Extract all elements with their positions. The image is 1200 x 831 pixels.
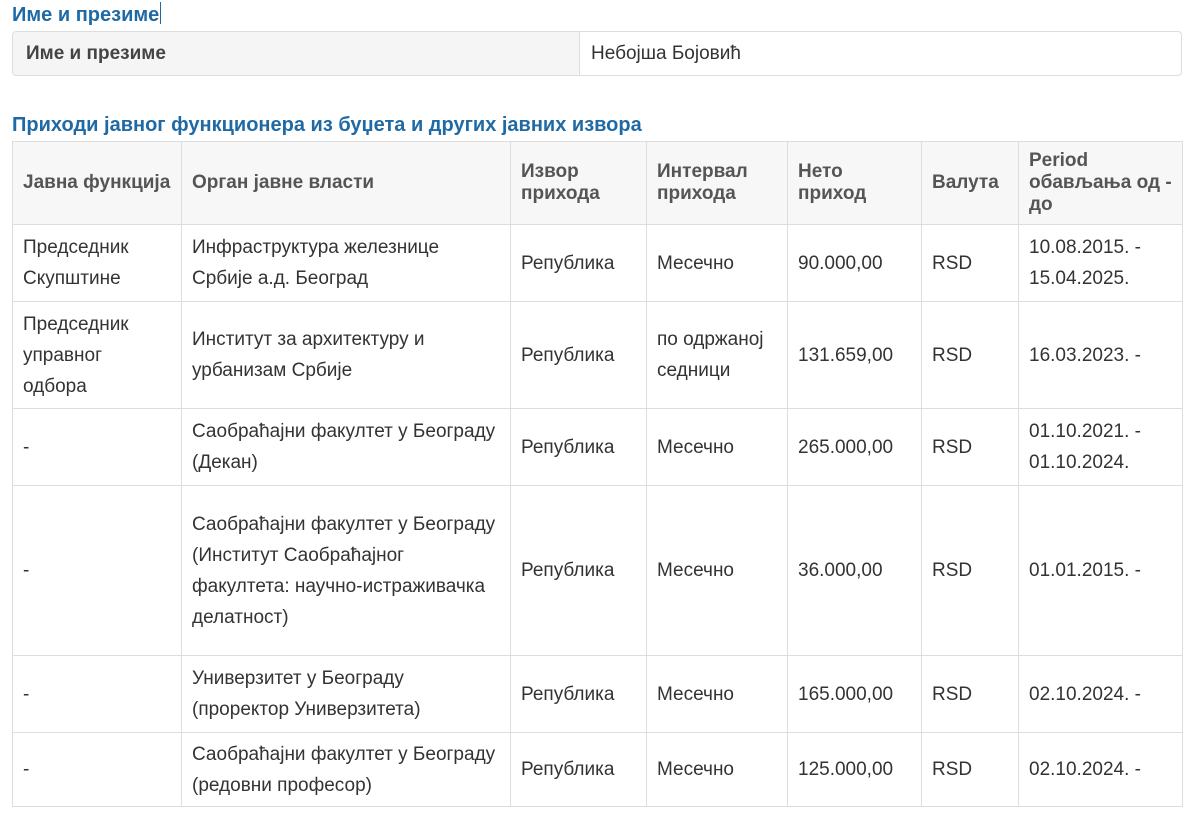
table-row xyxy=(13,486,1183,656)
cell-income-source: Република xyxy=(511,486,647,656)
personal-section-heading: Име и презиме xyxy=(12,4,160,26)
column-header-period: Period обављања од - до xyxy=(1019,142,1183,225)
table-row xyxy=(13,225,1183,302)
cell-authority: Саобраћајни факултет у Београду (редовни професор) xyxy=(182,733,511,807)
cell-public-function: - xyxy=(13,486,182,656)
cell-income-interval: Месечно xyxy=(647,733,788,807)
column-header-currency: Валута xyxy=(922,142,1019,225)
cell-income-interval: Месечно xyxy=(647,656,788,733)
cell-net-income: 90.000,00 xyxy=(788,225,922,302)
income-section-heading: Приходи јавног функционера из буџета и других јавних извора xyxy=(12,114,642,136)
cell-income-source: Република xyxy=(511,302,647,409)
cell-net-income: 165.000,00 xyxy=(788,656,922,733)
table-row xyxy=(13,409,1183,486)
column-header-public-function: Јавна функција xyxy=(13,142,182,225)
table-row xyxy=(13,733,1183,807)
column-header-authority: Орган јавне власти xyxy=(182,142,511,225)
cell-authority: Универзитет у Београду (проректор Универзитета) xyxy=(182,656,511,733)
cell-period: 02.10.2024. - xyxy=(1019,656,1183,733)
cell-period: 16.03.2023. - xyxy=(1019,302,1183,409)
table-row xyxy=(13,656,1183,733)
cell-net-income: 125.000,00 xyxy=(788,733,922,807)
cell-authority: Институт за архитектуру и урбанизам Србије xyxy=(182,302,511,409)
cell-period: 10.08.2015. - 15.04.2025. xyxy=(1019,225,1183,302)
cell-net-income: 265.000,00 xyxy=(788,409,922,486)
cell-public-function: Председник Скупштине xyxy=(13,225,182,302)
cell-public-function: Председник управног одбора xyxy=(13,302,182,409)
cell-public-function: - xyxy=(13,733,182,807)
cell-currency: RSD xyxy=(922,486,1019,656)
table-row xyxy=(13,302,1183,409)
cell-authority: Саобраћајни факултет у Београду (Декан) xyxy=(182,409,511,486)
cell-currency: RSD xyxy=(922,409,1019,486)
cell-income-source: Република xyxy=(511,733,647,807)
text-caret xyxy=(160,2,161,24)
name-field-value: Небојша Бојовић xyxy=(591,42,741,64)
cell-period: 01.01.2015. - xyxy=(1019,486,1183,656)
cell-income-interval: Месечно xyxy=(647,225,788,302)
cell-net-income: 36.000,00 xyxy=(788,486,922,656)
cell-authority: Саобраћајни факултет у Београду (Институт Саобраћајног факултета: научно-истраживачка делатност) xyxy=(182,486,511,656)
cell-income-source: Република xyxy=(511,656,647,733)
cell-income-source: Република xyxy=(511,225,647,302)
cell-income-interval: по одржаној седници xyxy=(647,302,788,409)
column-header-income-source: Извор прихода xyxy=(511,142,647,225)
cell-authority: Инфраструктура железнице Србије а.д. Београд xyxy=(182,225,511,302)
cell-currency: RSD xyxy=(922,656,1019,733)
income-table xyxy=(12,141,1183,807)
cell-income-source: Република xyxy=(511,409,647,486)
column-header-income-interval: Интервал прихода xyxy=(647,142,788,225)
cell-period: 01.10.2021. - 01.10.2024. xyxy=(1019,409,1183,486)
cell-public-function: - xyxy=(13,409,182,486)
cell-income-interval: Месечно xyxy=(647,486,788,656)
name-field-label: Име и презиме xyxy=(13,32,580,75)
cell-public-function: - xyxy=(13,656,182,733)
cell-period: 02.10.2024. - xyxy=(1019,733,1183,807)
cell-income-interval: Месечно xyxy=(647,409,788,486)
cell-net-income: 131.659,00 xyxy=(788,302,922,409)
cell-currency: RSD xyxy=(922,733,1019,807)
column-header-net-income: Нето приход xyxy=(788,142,922,225)
name-field-row xyxy=(12,31,1182,76)
table-header-row xyxy=(13,142,1183,225)
cell-currency: RSD xyxy=(922,302,1019,409)
cell-currency: RSD xyxy=(922,225,1019,302)
